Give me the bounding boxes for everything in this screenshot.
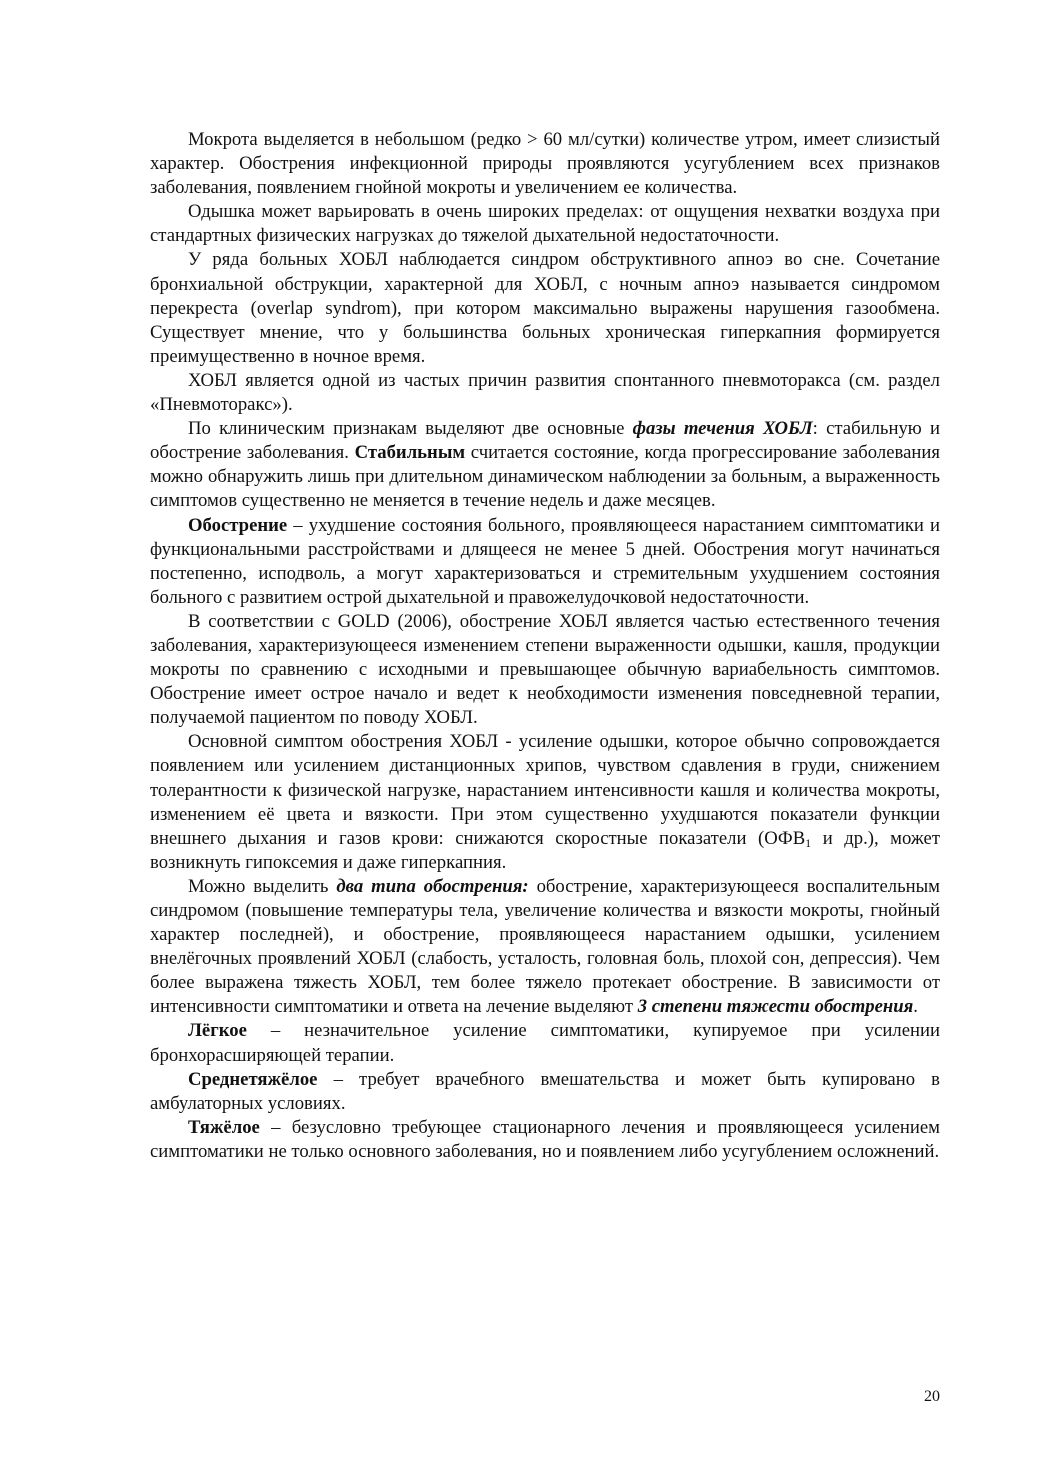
- types-text-3: .: [913, 996, 918, 1018]
- paragraph-severe: [150, 1116, 940, 1164]
- paragraph-phases: [150, 417, 940, 513]
- severe-text: – безусловно требующее стационарного лечения и проявляющееся усилением симптоматики не только основного заболевания, но и появлением либо усугублением осложнений.: [150, 1116, 940, 1162]
- severity-term: 3 степени тяжести обострения: [637, 996, 914, 1018]
- phases-text-2: : стабильную и обострение заболевания.: [150, 418, 941, 464]
- types-text-1: Можно выделить: [188, 875, 337, 897]
- moderate-text: – требует врачебного вмешательства и может быть купировано в амбулаторных условиях.: [150, 1068, 940, 1114]
- main-symptom-text-1: Основной симптом обострения ХОБЛ - усиление одышки, которое обычно сопровождается появлением или усилением дистанционных хрипов, чувством сдавления в груди, снижением толерантности к физической нагрузке, нарастанием интенсивности кашля и количества мокроты, изменением её цвета и вязкости. При этом существенно ухудшаются показатели функции внешнего дыхания и газов крови: снижаются скоростные показатели (ОФВ: [150, 731, 940, 849]
- types-text-2: обострение, характеризующееся воспалительным синдромом (повышение температуры тела, увеличение количества и вязкости мокроты, гнойный характер последней), и обострение, проявляющееся нарастанием одышки, усилением внелёгочных проявлений ХОБЛ (слабость, усталость, головная боль, плохой сон, депрессия). Чем более выражена тяжесть ХОБЛ, тем более тяжело протекает обострение. В зависимости от интенсивности симптоматики и ответа на лечение выделяют: [150, 875, 940, 1018]
- paragraph-exacerbation-types: [150, 875, 940, 1020]
- paragraph-gold: В соответствии с GOLD (2006), обострение ХОБЛ является частью естественного течения заболевания, характеризующееся изменением степени выраженности одышки, кашля, продукции мокроты по сравнению с исходными и превышающее обычную вариабельность симптомов. Обострение имеет острое начало и ведет к необходимости изменения повседневной терапии, получаемой пациентом по поводу ХОБЛ.: [150, 610, 940, 729]
- paragraph-dyspnea: Одышка может варьировать в очень широких пределах: от ощущения нехватки воздуха при стандартных физических нагрузках до тяжелой дыхательной недостаточности.: [150, 201, 940, 247]
- paragraph-sputum: Мокрота выделяется в небольшом (редко > 60 мл/сутки) количестве утром, имеет слизистый характер. Обострения инфекционной природы проявляются усугублением всех признаков заболевания, появлением гнойной мокроты и увеличением ее количества.: [150, 129, 940, 199]
- mild-term: Лёгкое: [188, 1020, 247, 1042]
- mild-text: – незначительное усиление симптоматики, купируемое при усилении бронхорасширяющей терапии.: [150, 1020, 940, 1066]
- types-term: два типа обострения:: [336, 875, 529, 897]
- paragraph-sleep-apnea: У ряда больных ХОБЛ наблюдается синдром обструктивного апноэ во сне. Сочетание бронхиальной обструкции, характерной для ХОБЛ, с ночным апноэ называется синдромом перекреста (overlap syndrom), при котором максимально выражены нарушения газообмена. Существует мнение, что у большинства больных хроническая гиперкапния формируется преимущественно в ночное время.: [150, 249, 940, 367]
- paragraph-exacerbation: [150, 514, 940, 610]
- phases-text-3: считается состояние, когда прогрессирование заболевания можно обнаружить лишь при длительном динамическом наблюдении за больным, а выраженность симптомов существенно не меняется в течение недель и даже месяцев.: [150, 442, 940, 512]
- severe-term: Тяжёлое: [188, 1116, 260, 1138]
- exacerbation-text: – ухудшение состояния больного, проявляющееся нарастанием симптоматики и функциональными расстройствами и длящееся не менее 5 дней. Обострения могут начинаться постепенно, исподволь, а могут характеризоваться и стремительным ухудшением состояния больного с развитием острой дыхательной и правожелудочковой недостаточности.: [150, 514, 940, 608]
- page-number: 20: [924, 1388, 940, 1405]
- paragraph-mild: [150, 1019, 940, 1067]
- phases-text-1: По клиническим признакам выделяют две основные: [188, 418, 633, 440]
- phases-term: фазы течения ХОБЛ: [632, 418, 813, 440]
- paragraph-main-symptom: [150, 730, 940, 875]
- fev-subscript: 1: [805, 835, 812, 850]
- paragraph-pneumothorax: ХОБЛ является одной из частых причин развития спонтанного пневмоторакса (см. раздел «Пневмоторакс»).: [150, 369, 940, 416]
- main-symptom-text-2: и др.), может возникнуть гипоксемия и даже гиперкапния.: [150, 827, 940, 873]
- exacerbation-term: Обострение: [188, 514, 288, 536]
- page-body: [150, 128, 940, 1164]
- paragraph-moderate: [150, 1068, 940, 1116]
- stable-term: Стабильным: [354, 442, 466, 464]
- moderate-term: Среднетяжёлое: [188, 1068, 318, 1090]
